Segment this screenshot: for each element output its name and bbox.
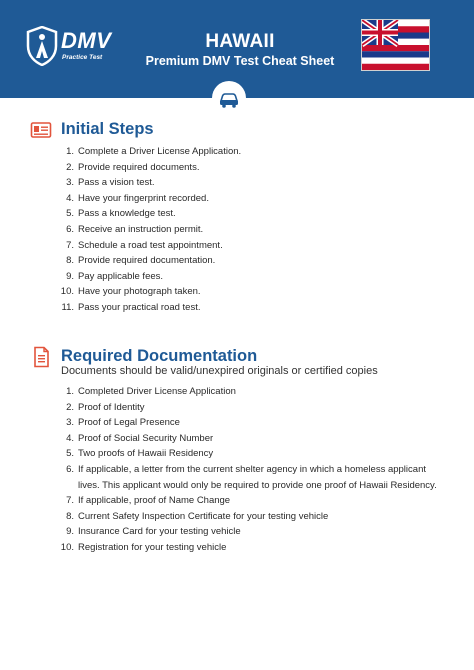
car-icon (212, 81, 246, 115)
list-item (61, 431, 448, 447)
list-number: 1. (66, 386, 74, 397)
document-icon (30, 346, 52, 368)
page-subtitle: Premium DMV Test Cheat Sheet (145, 54, 335, 68)
list-number: 4. (66, 192, 74, 204)
list-text: Proof of Social Security Number (78, 432, 214, 444)
list-item (61, 238, 241, 254)
list-number: 10. (60, 286, 74, 298)
list-item (61, 269, 241, 285)
list-text: Complete a Driver License Application. (78, 146, 242, 157)
list-text: Provide required documents. (78, 161, 200, 173)
page-title: HAWAII (205, 31, 275, 52)
list-item (61, 384, 448, 400)
list-item (61, 400, 448, 416)
list-number: 2. (66, 401, 74, 413)
list-number: 11. (61, 301, 74, 313)
list-item (61, 446, 448, 462)
car-badge (212, 81, 246, 115)
list-text: Registration for your testing vehicle (78, 541, 227, 553)
list-text: Provide required documentation. (78, 255, 216, 267)
list-text: Pass a vision test. (78, 177, 155, 189)
initial-steps-title: Initial Steps (61, 120, 154, 138)
list-number: 10. (60, 541, 74, 553)
list-item (61, 540, 448, 556)
list-text: Pass a knowledge test. (78, 208, 176, 220)
list-text: If applicable, proof of Name Change (78, 495, 231, 507)
list-number: 1. (66, 146, 74, 157)
initial-steps-list (61, 144, 241, 316)
list-number: 2. (66, 161, 74, 173)
list-text: Completed Driver License Application (78, 386, 236, 397)
required-docs-list (61, 384, 448, 556)
list-item (61, 175, 241, 191)
list-item (61, 191, 241, 207)
list-item (61, 222, 241, 238)
list-number: 5. (66, 208, 74, 220)
list-text: Pay applicable fees. (78, 270, 164, 282)
list-number: 4. (66, 432, 74, 444)
list-number: 7. (66, 239, 74, 251)
list-item (61, 462, 448, 493)
required-docs-note: Documents should be valid/unexpired originals or certified copies (61, 365, 378, 377)
list-text: Current Safety Inspection Certificate for your testing vehicle (78, 510, 329, 522)
list-item (61, 493, 448, 509)
list-text: If applicable, a letter from the current shelter agency in which a homeless applicant lives. This applicant would only be required to provide one proof of Hawaii Residency. (78, 463, 437, 491)
list-text: Proof of Identity (78, 401, 145, 413)
list-number: 8. (66, 510, 74, 522)
list-number: 3. (66, 177, 74, 189)
list-text: Have your fingerprint recorded. (78, 192, 209, 204)
list-text: Insurance Card for your testing vehicle (78, 526, 241, 538)
list-item (61, 415, 448, 431)
list-item (61, 160, 241, 176)
list-item (61, 284, 241, 300)
list-item (61, 524, 448, 540)
required-docs-title: Required Documentation (61, 347, 258, 365)
hawaii-flag-icon (361, 19, 430, 71)
id-card-icon (30, 119, 52, 141)
list-text: Schedule a road test appointment. (78, 239, 223, 251)
list-item (61, 253, 241, 269)
list-text: Pass your practical road test. (78, 301, 201, 313)
list-number: 7. (66, 495, 74, 507)
list-text: Proof of Legal Presence (78, 417, 180, 429)
list-item (61, 509, 448, 525)
logo-subtext: Practice Test (62, 54, 103, 61)
list-number: 9. (66, 526, 74, 538)
list-item (61, 206, 241, 222)
list-number: 5. (66, 448, 74, 460)
list-text: Two proofs of Hawaii Residency (78, 448, 214, 460)
list-number: 8. (66, 255, 74, 267)
list-number: 6. (66, 223, 74, 235)
list-text: Have your photograph taken. (78, 286, 201, 298)
list-number: 3. (66, 417, 74, 429)
logo-text: DMV (61, 28, 112, 53)
list-item (61, 144, 241, 160)
list-number: 6. (66, 463, 74, 475)
list-text: Receive an instruction permit. (78, 223, 204, 235)
dmv-shield-logo-icon (26, 26, 58, 66)
list-item (61, 300, 241, 316)
list-number: 9. (66, 270, 74, 282)
